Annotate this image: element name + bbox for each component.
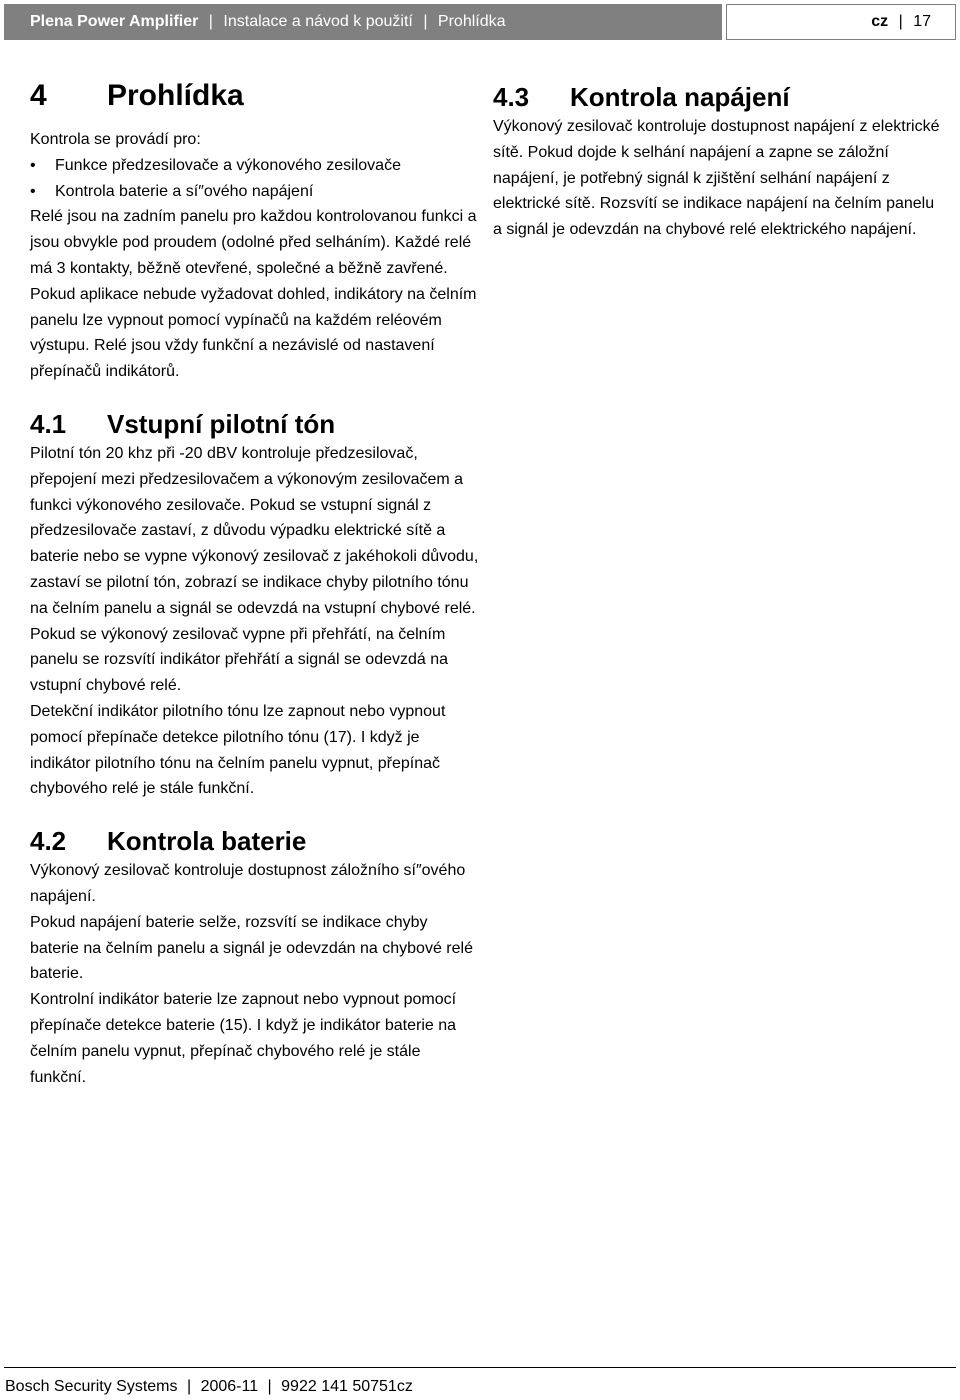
paragraph: Kontrolní indikátor baterie lze zapnout nebo vypnout pomocí přepínače detekce baterie (15). I když je indikátor baterie na čelním panelu vypnut, přepínač chybového relé je stále funkční. [30,991,457,1086]
bullet-icon: • [30,182,36,200]
page-number-box [726,4,956,40]
running-header [4,4,722,40]
footer-separator: | [186,1378,192,1395]
section-4-body [30,127,480,385]
bullet-icon: • [30,156,36,174]
paragraph: Pokud napájení baterie selže, rozsvítí se indikace chyby baterie na čelním panelu a signál je odevzdán na chybové relé baterie. [30,913,473,983]
section-title: Vstupní pilotní tón [107,408,336,439]
list-item [30,179,480,205]
section-4-1-heading [30,407,480,441]
paragraph: Detekční indikátor pilotního tónu lze zapnout nebo vypnout pomocí přepínače detekce pilotního tónu (17). I když je indikátor pilotního tónu na čelním panelu vypnut, přepínač chybového relé je stále funkční. [30,702,446,798]
intro-text: Kontrola se provádí pro: [30,131,201,148]
paragraph: Výkonový zesilovač kontroluje dostupnost záložního sí″ového napájení. [30,862,466,905]
footer-divider [4,1367,956,1368]
footer-document-number: 9922 141 50751cz [281,1378,413,1395]
footer-company: Bosch Security Systems [5,1378,178,1395]
section-number: 4.1 [30,408,67,439]
paragraph: Pilotní tón 20 khz při -20 dBV kontroluje předzesilovač, přepojení mezi předzesilovačem a výkonovým zesilovačem a funkci výkonového zesilovače. Pokud se vstupní signál z předzesilovače zastaví, z důvodu výpadku elektrické sítě a baterie nebo se vypne výkonový zesilovač z jakéhokoli důvodu, zastaví se pilotní tón, zobrazí se indikace chyby pilotního tónu na čelním panelu a signál se odevzdá na vstupní chybové relé. [30,444,479,617]
right-column [493,76,943,243]
section-4-2-heading [30,824,480,858]
section-4-1-body [30,441,480,802]
section-4-3-heading [493,80,943,114]
section-number: 4.3 [493,82,530,112]
section-number: 4.2 [30,826,67,857]
section-title: Kontrola baterie [107,826,307,857]
page-number: 17 [913,13,931,30]
paragraph: Pokud se výkonový zesilovač vypne při přehřátí, na čelním panelu se rozsvítí indikátor přehřátí a signál se odevzdá na vstupní chybové relé. [30,625,449,695]
header-separator: | [898,13,903,30]
paragraph: Relé jsou na zadním panelu pro každou kontrolovanou funkci a jsou obvykle pod proudem (odolné před selháním). Každé relé má 3 kontakty, běžně otevřené, společné a běžně zavřené. [30,208,477,277]
section-title: Prohlídka [107,79,244,112]
footer-separator: | [267,1378,272,1395]
header-chapter: Prohlídka [437,13,506,30]
section-number: 4 [30,79,47,112]
header-separator: | [423,13,428,30]
footer-date: 2006-11 [200,1378,259,1395]
left-column [30,76,480,1090]
list-item [30,153,480,179]
language-code: cz [871,13,889,30]
section-4-heading [30,76,480,116]
section-4-2-body [30,858,480,1090]
header-separator: | [208,13,213,30]
running-footer [5,1376,413,1398]
section-4-3-body [493,114,943,243]
paragraph: Pokud aplikace nebude vyžadovat dohled, indikátory na čelním panelu lze vypnout pomocí vypínačů na každém reléovém výstupu. Relé jsou vždy funkční a nezávislé od nastavení přepínačů indikátorů. [30,285,477,381]
paragraph: Výkonový zesilovač kontroluje dostupnost napájení z elektrické sítě. Pokud dojde k selhání napájení a zapne se záložní napájení, je potřebný signál k zjištění selhání napájení z elektrické sítě. Rozsvítí se indikace napájení na čelním panelu a signál je odevzdán na chybové relé elektrického napájení. [493,118,940,239]
list-item-text: Kontrola baterie a sí″ového napájení [55,182,314,200]
header-document: Instalace a návod k použití [223,13,413,30]
section-title: Kontrola napájení [570,82,790,112]
header-product: Plena Power Amplifier [30,13,199,30]
list-item-text: Funkce předzesilovače a výkonového zesilovače [55,156,401,174]
